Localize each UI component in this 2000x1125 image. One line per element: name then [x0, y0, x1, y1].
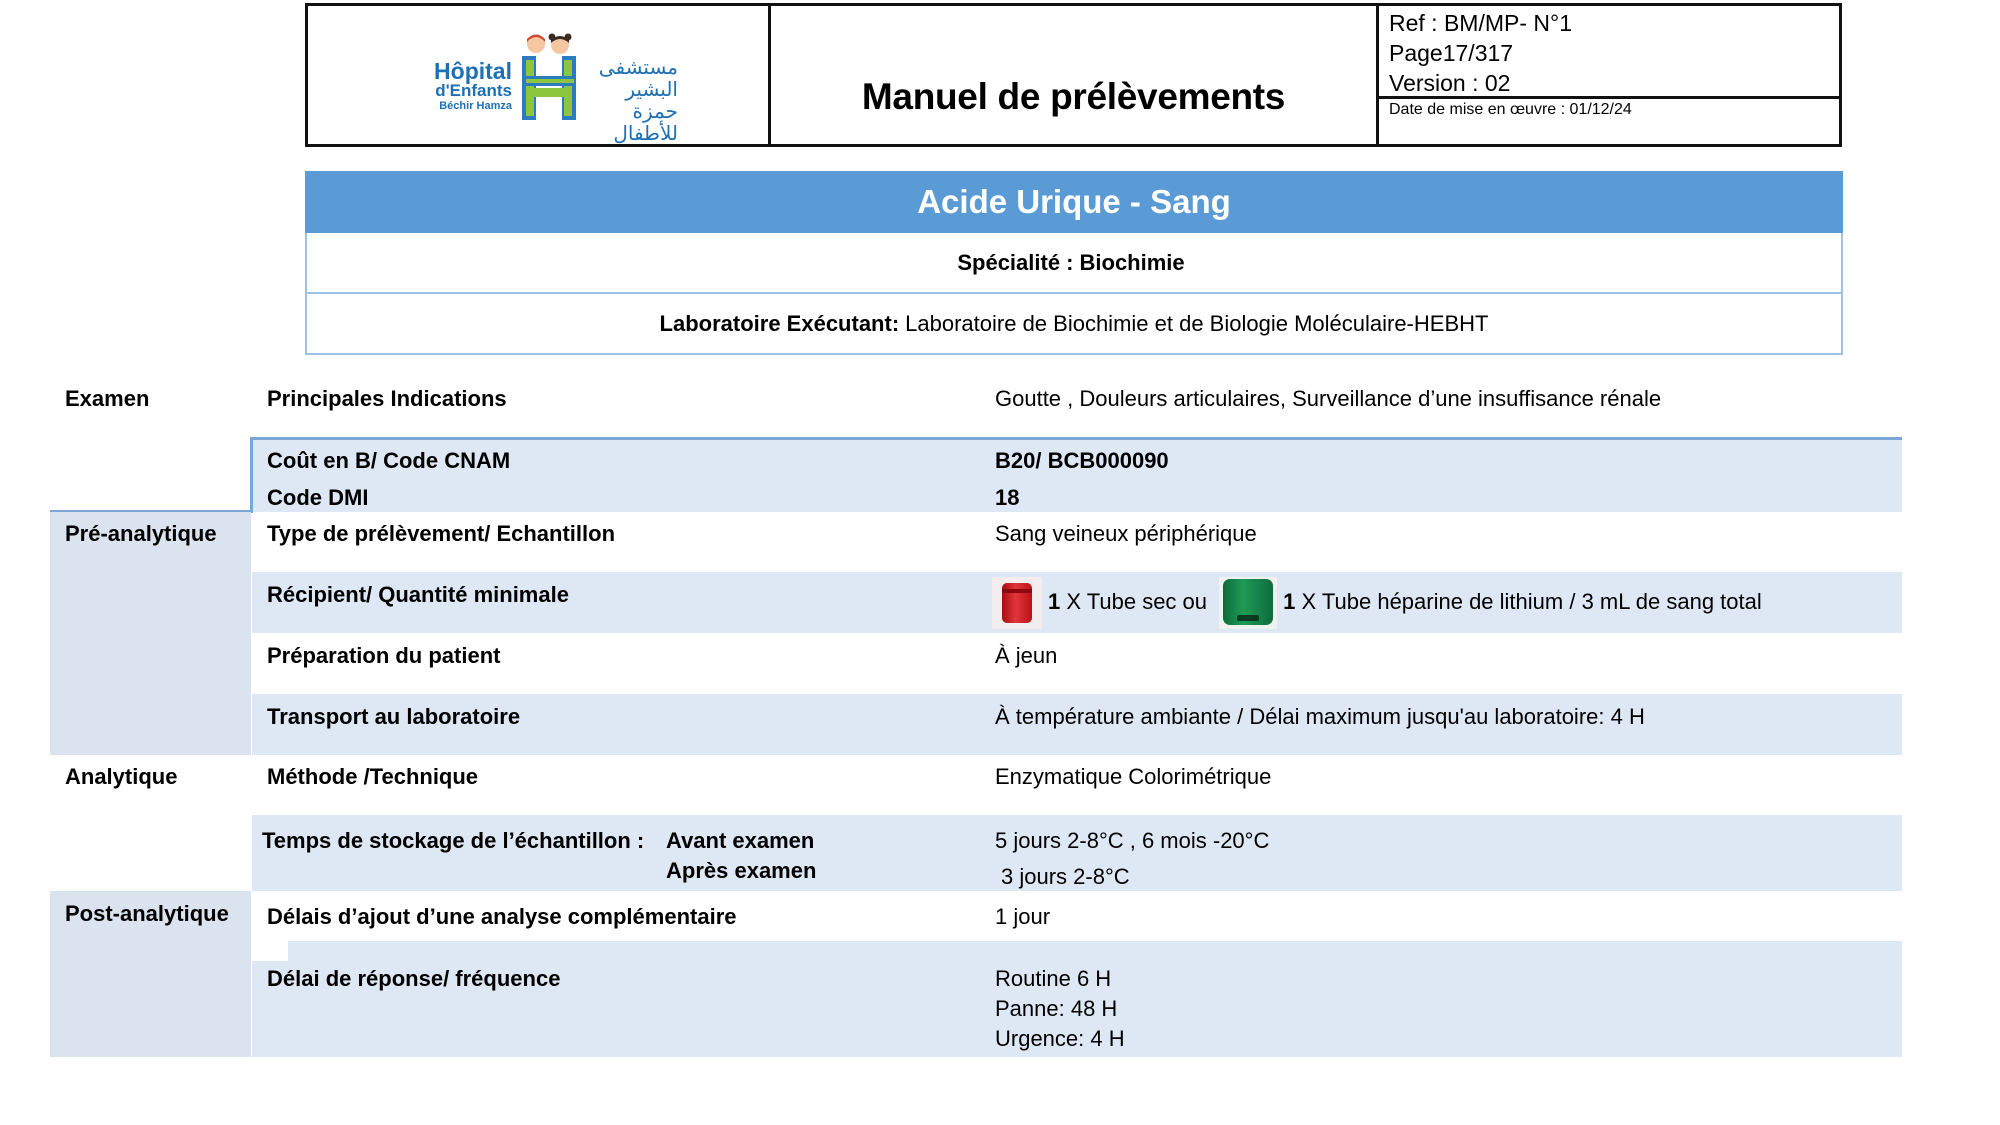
document-meta-top: [1379, 6, 1839, 99]
ref-number: Ref : BM/MP- N°1: [1389, 10, 1573, 36]
cout-value: B20/ BCB000090: [995, 448, 1169, 473]
preparation-value: À jeun: [995, 643, 1058, 668]
document-meta: [1379, 6, 1839, 144]
lab-value: Laboratoire de Biochimie et de Biologie Moléculaire-HEBHT: [905, 310, 1489, 336]
preparation-label: Préparation du patient: [267, 643, 501, 668]
hospital-logo: [416, 32, 678, 145]
type-value: Sang veineux périphérique: [995, 521, 1257, 546]
implementation-date: Date de mise en œuvre : 01/12/24: [1389, 101, 1632, 118]
ajout-label: Délais d’ajout d’une analyse complémentaire: [267, 904, 737, 929]
section-analytique: Analytique: [65, 764, 178, 789]
divider: [250, 437, 253, 513]
tube2-text: X Tube héparine de lithium / 3 mL de sang total: [1295, 589, 1762, 614]
stockage-avant-value: 5 jours 2-8°C , 6 mois -20°C: [995, 828, 1270, 853]
reponse-panne: Panne: 48 H: [995, 996, 1118, 1021]
logo-ar-line-2: البشير حمزة: [625, 77, 678, 123]
specialty-label: Spécialité :: [957, 249, 1074, 275]
logo-french-text: [416, 60, 512, 113]
test-title: Acide Urique - Sang: [305, 171, 1843, 233]
cout-label: Coût en B/ Code CNAM: [267, 448, 511, 473]
type-label: Type de prélèvement/ Echantillon: [267, 521, 616, 546]
section-post-analytique: Post-analytique: [65, 901, 229, 926]
band-reponse-top: [288, 941, 1902, 961]
logo-ar-line-1: مستشفى: [598, 55, 678, 79]
logo-ar-line-3: للأطفال: [613, 121, 678, 145]
dmi-value: 18: [995, 485, 1020, 510]
section-examen: Examen: [65, 386, 150, 411]
page-number: Page17/317: [1389, 40, 1514, 66]
divider: [252, 437, 1902, 440]
tube1-text: X Tube sec ou: [1060, 589, 1208, 614]
specialty-value: Biochimie: [1079, 249, 1185, 275]
methode-label: Méthode /Technique: [267, 764, 479, 789]
indications-label: Principales Indications: [267, 386, 507, 411]
transport-value: À température ambiante / Délai maximum jusqu'au laboratoire: 4 H: [995, 704, 1645, 729]
indications-value: Goutte , Douleurs articulaires, Surveillance d’une insuffisance rénale: [995, 386, 1662, 411]
lab-label: Laboratoire Exécutant:: [659, 310, 900, 336]
specialty-row: [305, 233, 1843, 294]
stockage-avant-label: Avant examen: [666, 828, 815, 853]
ajout-value: 1 jour: [995, 904, 1051, 929]
hospital-logo-cell: [308, 6, 771, 144]
reponse-urgence: Urgence: 4 H: [995, 1026, 1125, 1051]
reponse-routine: Routine 6 H: [995, 966, 1112, 991]
logo-line-3: Béchir Hamza: [439, 100, 512, 112]
dmi-label: Code DMI: [267, 485, 369, 510]
methode-value: Enzymatique Colorimétrique: [995, 764, 1272, 789]
recipient-label: Récipient/ Quantité minimale: [267, 582, 569, 607]
tube2-qty: 1: [1283, 589, 1296, 614]
document-title: Manuel de prélèvements: [861, 76, 1286, 117]
document-title-cell: [771, 6, 1379, 144]
document-header: [305, 3, 1842, 147]
red-tube-cap-icon: [992, 577, 1042, 629]
recipient-value: [992, 576, 1762, 629]
lab-row: [305, 294, 1843, 355]
stockage-label: Temps de stockage de l’échantillon :: [262, 828, 645, 853]
logo-h-children-icon: [520, 32, 578, 122]
reponse-label: Délai de réponse/ fréquence: [267, 966, 561, 991]
logo-line-1: Hôpital: [434, 58, 512, 84]
tube1-qty: 1: [1048, 589, 1061, 614]
stockage-apres-value: 3 jours 2-8°C: [1001, 864, 1130, 889]
logo-arabic-text: [586, 56, 678, 144]
transport-label: Transport au laboratoire: [267, 704, 521, 729]
green-tube-cap-icon: [1219, 577, 1277, 629]
version: Version : 02: [1389, 70, 1511, 96]
section-pre-analytique: Pré-analytique: [65, 521, 217, 546]
stockage-apres-label: Après examen: [666, 858, 817, 883]
logo-line-2: d'Enfants: [435, 81, 512, 100]
